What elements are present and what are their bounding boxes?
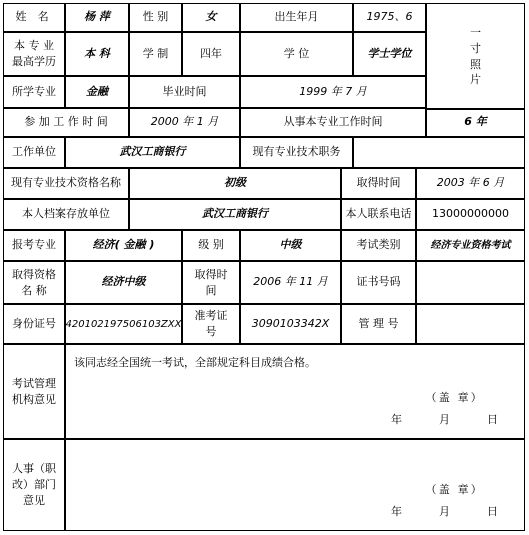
management-number-label-text: 管 理 号 bbox=[358, 316, 399, 330]
qualification-name-value-text: 经济中级 bbox=[101, 275, 146, 289]
exam-opinion-label bbox=[3, 344, 65, 439]
tech-position-value bbox=[353, 137, 525, 168]
graduation-label-text: 毕业时间 bbox=[162, 84, 207, 98]
qualification-time-label-line-1: 取得时 bbox=[194, 267, 228, 281]
exam-opinion-label-line-2: 机构意见 bbox=[12, 392, 56, 406]
certificate-number-value bbox=[416, 261, 525, 304]
gender-label-text: 性 别 bbox=[142, 10, 169, 24]
education-label-line-1: 本 专 业 bbox=[14, 39, 54, 53]
education-value bbox=[65, 32, 129, 76]
years-in-field-label bbox=[240, 108, 426, 137]
hr-opinion-label bbox=[3, 439, 65, 531]
photo-char-3: 照 bbox=[470, 57, 481, 71]
work-unit-label bbox=[3, 137, 65, 168]
archive-unit-value-text: 武汉工商银行 bbox=[202, 207, 268, 221]
qualification-time-value-text: 2006 年 11 月 bbox=[253, 275, 328, 289]
phone-label bbox=[341, 199, 416, 230]
duration-value-text: 四年 bbox=[200, 46, 222, 60]
major-label-text: 所学专业 bbox=[12, 84, 56, 98]
qualification-label bbox=[3, 168, 129, 199]
birth-label-text: 出生年月 bbox=[274, 10, 319, 24]
hr-opinion-month: 月 bbox=[439, 504, 450, 518]
id-number-value-text: 420102197506103ZXX bbox=[65, 318, 182, 330]
education-label bbox=[3, 32, 65, 76]
exam-opinion-label-line-1: 考试管理 bbox=[12, 376, 56, 390]
name-label-text: 姓 名 bbox=[15, 10, 53, 24]
graduation-label bbox=[129, 76, 240, 108]
ticket-number-value-text: 3090103342X bbox=[251, 316, 330, 330]
name-value bbox=[65, 3, 129, 32]
phone-value-text: 13000000000 bbox=[432, 207, 509, 221]
education-value-text: 本 科 bbox=[84, 46, 110, 60]
id-number-value bbox=[65, 304, 182, 344]
obtain-time-label-text: 取得时间 bbox=[356, 176, 401, 190]
qualification-value bbox=[129, 168, 341, 199]
years-in-field-value bbox=[426, 108, 525, 137]
duration-label bbox=[129, 32, 182, 76]
phone-label-text: 本人联系电话 bbox=[345, 207, 412, 221]
ticket-number-label bbox=[182, 304, 240, 344]
qualification-value-text: 初级 bbox=[224, 176, 246, 190]
apply-major-label bbox=[3, 230, 65, 261]
qualification-time-label bbox=[182, 261, 240, 304]
exam-type-value-text: 经济专业资格考试 bbox=[430, 240, 511, 251]
gender-value bbox=[182, 3, 240, 32]
exam-opinion-box bbox=[65, 344, 525, 439]
certificate-number-label-text: 证书号码 bbox=[356, 275, 401, 289]
degree-value bbox=[353, 32, 426, 76]
qualification-name-label-line-2: 名 称 bbox=[21, 283, 47, 297]
level-label bbox=[182, 230, 240, 261]
photo-char-4: 片 bbox=[470, 73, 481, 87]
work-unit-value-text: 武汉工商银行 bbox=[119, 145, 186, 159]
id-number-label-text: 身份证号 bbox=[12, 316, 56, 330]
years-in-field-label-text: 从事本专业工作时间 bbox=[283, 115, 383, 129]
degree-value-text: 学士学位 bbox=[367, 46, 412, 60]
work-start-value bbox=[129, 108, 240, 137]
hr-opinion-day: 日 bbox=[487, 504, 498, 518]
exam-opinion-year: 年 bbox=[391, 412, 402, 426]
graduation-value-text: 1999 年 7 月 bbox=[299, 84, 367, 98]
apply-major-label-text: 报考专业 bbox=[12, 238, 56, 252]
birth-value bbox=[353, 3, 426, 32]
id-number-label bbox=[3, 304, 65, 344]
level-value bbox=[240, 230, 341, 261]
work-start-label bbox=[3, 108, 129, 137]
exam-type-label bbox=[341, 230, 416, 261]
qualification-time-value bbox=[240, 261, 341, 304]
exam-type-label-text: 考试类别 bbox=[356, 238, 401, 252]
duration-label-text: 学 制 bbox=[142, 46, 169, 60]
major-value bbox=[65, 76, 129, 108]
phone-value bbox=[416, 199, 525, 230]
hr-opinion-year: 年 bbox=[391, 504, 402, 518]
photo-char-1: 一 bbox=[470, 25, 481, 39]
exam-opinion-text: 该同志经全国统一考试，全部规定科目成绩合格。 bbox=[74, 356, 316, 369]
degree-label-text: 学 位 bbox=[283, 46, 310, 60]
duration-value bbox=[182, 32, 240, 76]
exam-opinion-month: 月 bbox=[439, 412, 450, 426]
major-label bbox=[3, 76, 65, 108]
education-label-line-2: 最高学历 bbox=[12, 55, 56, 68]
hr-opinion-label-line-2: 改）部门 bbox=[12, 478, 56, 492]
management-number-label bbox=[341, 304, 416, 344]
graduation-value bbox=[240, 76, 426, 108]
exam-opinion-seal: （盖 章） bbox=[425, 390, 484, 404]
archive-unit-label bbox=[3, 199, 129, 230]
exam-type-value bbox=[416, 230, 525, 261]
birth-label bbox=[240, 3, 353, 32]
management-number-value bbox=[416, 304, 525, 344]
qualification-label-text: 现有专业技术资格名称 bbox=[11, 176, 121, 190]
qualification-name-label-line-1: 取得资格 bbox=[12, 267, 56, 281]
work-start-label-text: 参 加 工 作 时 间 bbox=[24, 115, 108, 129]
exam-opinion-day: 日 bbox=[487, 412, 498, 426]
obtain-time-label bbox=[341, 168, 416, 199]
archive-unit-value bbox=[129, 199, 341, 230]
hr-opinion-label-line-1: 人事（职 bbox=[12, 462, 56, 476]
birth-value-text: 1975、6 bbox=[366, 10, 413, 24]
apply-major-value bbox=[65, 230, 182, 261]
gender-value-text: 女 bbox=[205, 10, 217, 24]
hr-opinion-date bbox=[391, 504, 498, 521]
qualification-time-label-line-2: 间 bbox=[205, 283, 217, 297]
tech-position-label-text: 现有专业技术职务 bbox=[252, 145, 341, 159]
apply-major-value-text: 经济( 金融 ) bbox=[92, 238, 155, 252]
major-value-text: 金融 bbox=[86, 84, 108, 98]
name-value-text: 杨 萍 bbox=[84, 10, 110, 24]
level-label-text: 级 别 bbox=[198, 238, 224, 252]
archive-unit-label-text: 本人档案存放单位 bbox=[22, 207, 110, 221]
certificate-number-label bbox=[341, 261, 416, 304]
ticket-number-label-line-1: 准考证 bbox=[194, 309, 228, 323]
level-value-text: 中级 bbox=[279, 238, 302, 252]
degree-label bbox=[240, 32, 353, 76]
obtain-time-value bbox=[416, 168, 525, 199]
qualification-name-label bbox=[3, 261, 65, 304]
ticket-number-label-line-2: 号 bbox=[205, 325, 217, 338]
photo-box bbox=[426, 3, 525, 110]
exam-opinion-date bbox=[391, 412, 498, 429]
work-start-value-text: 2000 年 1 月 bbox=[150, 115, 219, 129]
qualification-name-value bbox=[65, 261, 182, 304]
ticket-number-value bbox=[240, 304, 341, 344]
work-unit-value bbox=[65, 137, 240, 168]
tech-position-label bbox=[240, 137, 353, 168]
hr-opinion-label-line-3: 意见 bbox=[23, 493, 45, 507]
work-unit-label-text: 工作单位 bbox=[12, 145, 56, 159]
photo-char-2: 寸 bbox=[470, 41, 481, 55]
hr-opinion-seal: （盖 章） bbox=[425, 482, 484, 496]
obtain-time-value-text: 2003 年 6 月 bbox=[436, 176, 505, 190]
gender-label bbox=[129, 3, 182, 32]
name-label bbox=[3, 3, 65, 32]
years-in-field-value-text: 6 年 bbox=[464, 115, 487, 129]
hr-opinion-box bbox=[65, 439, 525, 531]
